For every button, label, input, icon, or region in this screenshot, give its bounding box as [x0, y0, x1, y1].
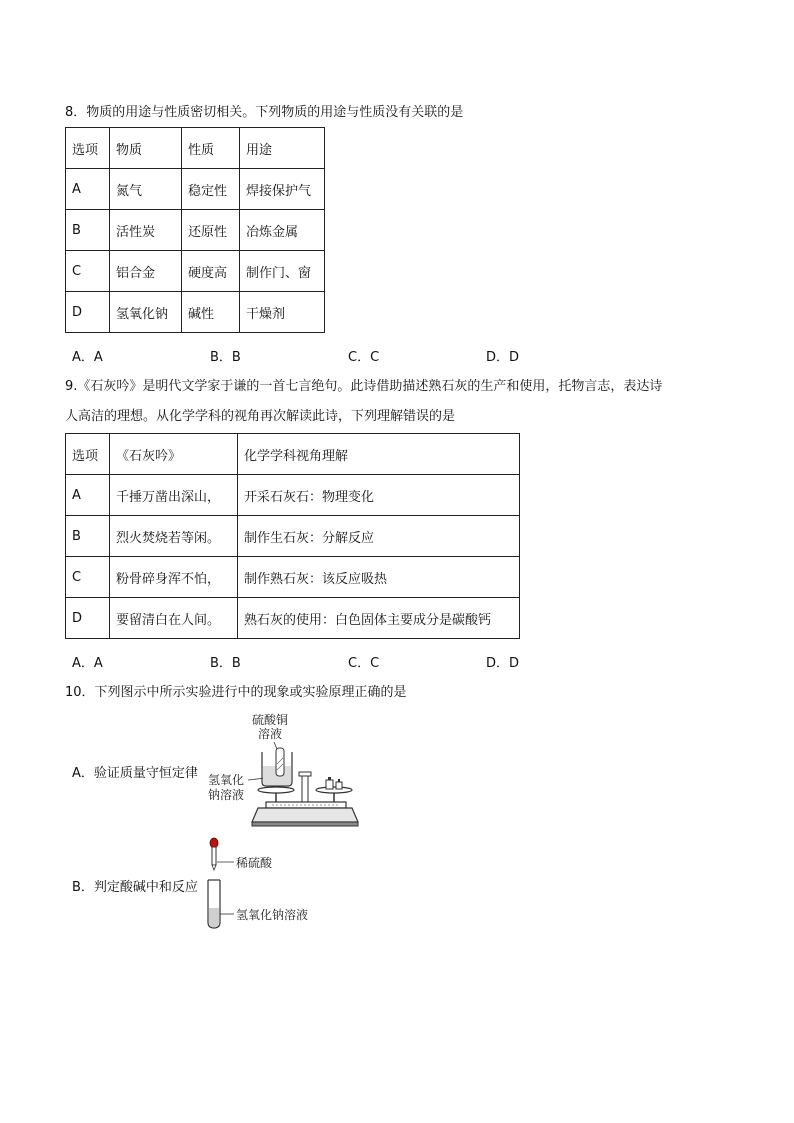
- question-9-stem-line1: 9.《石灰吟》是明代文学家于谦的一首七言绝句。此诗借助描述熟石灰的生产和使用，托物言志，表达诗: [65, 379, 663, 394]
- table-cell: 活性炭: [110, 210, 182, 251]
- table-row: [66, 598, 520, 639]
- q8-option-c[interactable]: C．C: [348, 350, 380, 365]
- q8-option-a[interactable]: A．A: [72, 350, 103, 365]
- table-cell: A: [66, 169, 110, 210]
- table-cell: A: [66, 475, 110, 516]
- header-cell: 《石灰吟》: [110, 434, 238, 475]
- table-cell: 冶炼金属: [240, 210, 325, 251]
- table-cell: 氮气: [110, 169, 182, 210]
- q9-option-b[interactable]: B．B: [210, 656, 241, 671]
- q9-option-c[interactable]: C．C: [348, 656, 380, 671]
- dropper-icon: [210, 838, 218, 870]
- table-cell: C: [66, 251, 110, 292]
- table-cell: B: [66, 210, 110, 251]
- table-row: [66, 251, 325, 292]
- header-cell: 用途: [240, 128, 325, 169]
- q8-option-b[interactable]: B．B: [210, 350, 241, 365]
- table-cell: 焊接保护气: [240, 169, 325, 210]
- balance-apparatus-diagram: [200, 710, 360, 832]
- table-cell: 制作熟石灰：该反应吸热: [238, 557, 520, 598]
- table-cell: 要留清白在人间。: [110, 598, 238, 639]
- table-cell: D: [66, 598, 110, 639]
- label-copper-sulfate-1: 硫酸铜: [252, 713, 289, 727]
- table-cell: 制作门、窗: [240, 251, 325, 292]
- question-10-stem: 10．下列图示中所示实验进行中的现象或实验原理正确的是: [65, 685, 407, 700]
- table-row: [66, 210, 325, 251]
- table-cell: 干燥剂: [240, 292, 325, 333]
- table-row: [66, 557, 520, 598]
- table-cell: B: [66, 516, 110, 557]
- table-cell: 氢氧化钠: [110, 292, 182, 333]
- header-cell: 化学学科视角理解: [238, 434, 520, 475]
- table-cell: 烈火焚烧若等闲。: [110, 516, 238, 557]
- label-naoh-1: 氢氧化: [208, 773, 245, 787]
- table-cell: 铝合金: [110, 251, 182, 292]
- question-9-stem-line2: 人高洁的理想。从化学学科的视角再次解读此诗，下列理解错误的是: [65, 409, 456, 424]
- titration-diagram: [200, 832, 340, 932]
- table-row: [66, 292, 325, 333]
- q9-option-d[interactable]: D．D: [486, 656, 520, 671]
- header-cell: 选项: [66, 434, 110, 475]
- label-dilute-sulfuric-acid: 稀硫酸: [236, 856, 273, 870]
- label-naoh-2: 钠溶液: [208, 788, 245, 802]
- table-cell: 还原性: [182, 210, 240, 251]
- header-cell: 物质: [110, 128, 182, 169]
- table-cell: C: [66, 557, 110, 598]
- label-naoh-solution: 氢氧化钠溶液: [236, 908, 309, 922]
- table-cell: 制作生石灰：分解反应: [238, 516, 520, 557]
- table-cell: 开采石灰石：物理变化: [238, 475, 520, 516]
- q10-option-b[interactable]: B．判定酸碱中和反应: [72, 880, 198, 895]
- table-header-row: [66, 434, 520, 475]
- table-row: [66, 516, 520, 557]
- table-row: [66, 169, 325, 210]
- question-9-table: [65, 433, 520, 639]
- header-cell: 选项: [66, 128, 110, 169]
- table-cell: 千捶万凿出深山，: [110, 475, 238, 516]
- q9-option-a[interactable]: A．A: [72, 656, 103, 671]
- table-cell: 硬度高: [182, 251, 240, 292]
- question-8-table: [65, 127, 325, 333]
- q10-option-a[interactable]: A．验证质量守恒定律: [72, 766, 198, 781]
- header-cell: 性质: [182, 128, 240, 169]
- table-cell: 碱性: [182, 292, 240, 333]
- table-row: [66, 475, 520, 516]
- table-cell: 粉骨碎身浑不怕，: [110, 557, 238, 598]
- label-copper-sulfate-2: 溶液: [258, 727, 283, 741]
- beaker-icon: [262, 748, 292, 786]
- test-tube-icon: [208, 880, 220, 928]
- table-cell: D: [66, 292, 110, 333]
- table-header-row: [66, 128, 325, 169]
- q8-option-d[interactable]: D．D: [486, 350, 520, 365]
- question-8-stem: 8．物质的用途与性质密切相关。下列物质的用途与性质没有关联的是: [65, 105, 464, 120]
- table-cell: 稳定性: [182, 169, 240, 210]
- table-cell: 熟石灰的使用：白色固体主要成分是碳酸钙: [238, 598, 520, 639]
